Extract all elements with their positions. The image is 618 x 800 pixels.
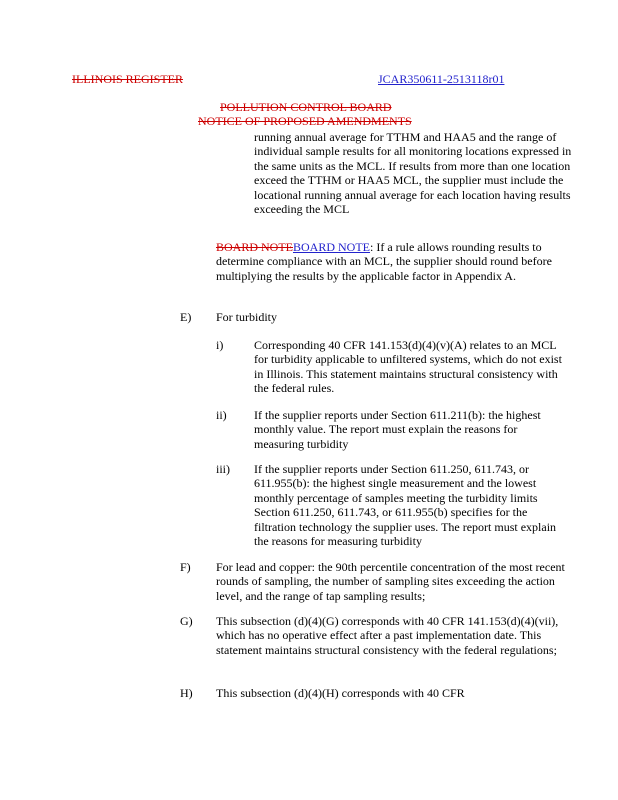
board-note <box>216 240 566 283</box>
board-note-deleted: BOARD NOTE <box>216 240 293 254</box>
register-title: ILLINOIS REGISTER <box>72 72 183 86</box>
subitem-ii-text: If the supplier reports under Section 611.211(b): the highest monthly value. The report must explain the reasons for measuring turbidity <box>254 408 541 451</box>
subitem-iii-text: If the supplier reports under Section 611.250, 611.743, or 611.955(b): the highest single measurement and the lowest monthly percentage of samples meeting the turbidity limits Section 611.250, 611.743, or 611.955(b) specifies for the filtration technology the supplier uses. The report must explain the reasons for measuring turbidity <box>254 462 557 549</box>
board-note-inserted: BOARD NOTE <box>293 240 370 254</box>
continued-paragraph: running annual average for TTHM and HAA5 and the range of individual sample results for all monitoring locations expressed in the same units as the MCL. If results from more than one location exceed the TTHM or HAA5 MCL, the supplier must include the locational running annual average for each location having results exceeding the MCL <box>254 130 572 217</box>
subitem-ii-label: ii) <box>216 408 227 422</box>
subitem-i-text: Corresponding 40 CFR 141.153(d)(4)(v)(A) relates to an MCL for turbidity applicable to unfiltered systems, which do not exist in Illinois. This statement maintains structural consistency with the federal rules. <box>254 338 562 396</box>
item-h-label: H) <box>180 686 193 700</box>
item-g-text: This subsection (d)(4)(G) corresponds with 40 CFR 141.153(d)(4)(vii), which has no operative effect after a past implementation date. This statement maintains structural consistency with the federal regulations; <box>216 614 559 657</box>
subitem-iii-label: iii) <box>216 462 230 476</box>
item-e-label: E) <box>180 310 192 324</box>
document-code: JCAR350611-2513118r01 <box>378 72 505 86</box>
item-f-text: For lead and copper: the 90th percentile concentration of the most recent rounds of sampling, the number of sampling sites exceeding the action level, and the range of tap sampling results; <box>216 560 565 603</box>
item-f-label: F) <box>180 560 191 574</box>
item-e-text: For turbidity <box>216 310 278 324</box>
board-note-text: : If a rule allows rounding results to determine compliance with an MCL, the supplier should round before multiplying the results by the applicable factor in Appendix A. <box>216 240 552 283</box>
item-h-text: This subsection (d)(4)(H) corresponds with 40 CFR <box>216 686 465 700</box>
item-g-label: G) <box>180 614 193 628</box>
notice-title: NOTICE OF PROPOSED AMENDMENTS <box>198 114 412 128</box>
subitem-i-label: i) <box>216 338 224 352</box>
agency-name: POLLUTION CONTROL BOARD <box>220 100 392 114</box>
